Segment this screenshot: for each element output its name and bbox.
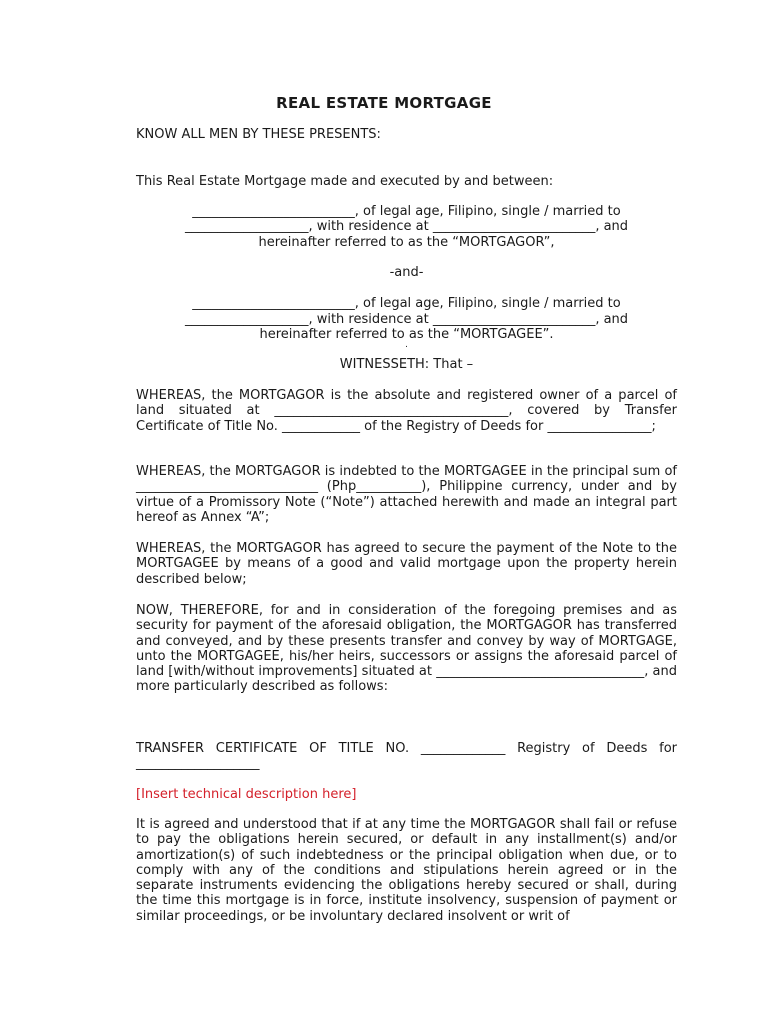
mortgagor-line-3: hereinafter referred to as the “MORTGAGOR”, [258,235,555,250]
mortgagee-line-2: ___________________, with residence at _________________________, and [184,312,629,327]
whereas-paragraph-1: WHEREAS, the MORTGAGOR is the absolute and registered owner of a parcel of land situated at ____________________________________, covered by Transfer Certificate of Title No. ____________ of the Registry of Deeds for ________________; [136,388,677,434]
mortgagor-line-2: ___________________, with residence at _________________________, and [184,219,629,234]
it-is-agreed-paragraph: It is agreed and understood that if at any time the MORTGAGOR shall fail or refuse to pay the obligations herein secured, or default in any installment(s) and/or amortization(s) of such indebtedness or the principal obligation when due, or to comply with any of the conditions and stipulations herein agreed or in the separate instruments evidencing the obligations hereby secured or shall, during the time this mortgage is in force, institute insolvency, suspension of payment or similar proceedings, or be involuntary declared insolvent or writ of [136,817,677,924]
stray-dot: . [405,340,408,350]
tct-line: TRANSFER CERTIFICATE OF TITLE NO. _____________ Registry of Deeds for ___________________ [136,741,677,772]
now-therefore-paragraph: NOW, THEREFORE, for and in consideration of the foregoing premises and as security for payment of the aforesaid obligation, the MORTGAGOR has transferred and conveyed, and by these presents transfer and convey by way of MORTGAGE, unto the MORTGAGEE, his/her heirs, successors or assigns the aforesaid parcel of land [with/without improvements] situated at ________________________________, and more particularly described as follows: [136,603,677,695]
know-all-men-heading: KNOW ALL MEN BY THESE PRESENTS: [136,127,381,142]
mortgagor-line-1: _________________________, of legal age, Filipino, single / married to [192,204,621,219]
mortgagee-line-3: hereinafter referred to as the “MORTGAGEE”. [259,327,554,342]
document-title: REAL ESTATE MORTGAGE [276,94,492,112]
whereas-paragraph-3: WHEREAS, the MORTGAGOR has agreed to secure the payment of the Note to the MORTGAGEE by means of a good and valid mortgage upon the property herein described below; [136,541,677,587]
mortgagee-line-1: _________________________, of legal age, Filipino, single / married to [192,296,621,311]
witnesseth-heading: WITNESSETH: That – [339,357,474,372]
intro-paragraph: This Real Estate Mortgage made and executed by and between: [136,174,554,189]
and-separator: -and- [389,265,424,280]
whereas-paragraph-2: WHEREAS, the MORTGAGOR is indebted to the MORTGAGEE in the principal sum of ____________________________ (Php__________), Philippine currency, under and by virtue of a Promissory Note (“Note”) attached herewith and made an integral part hereof as Annex “A”; [136,464,677,525]
technical-description-placeholder: [Insert technical description here] [136,787,357,802]
